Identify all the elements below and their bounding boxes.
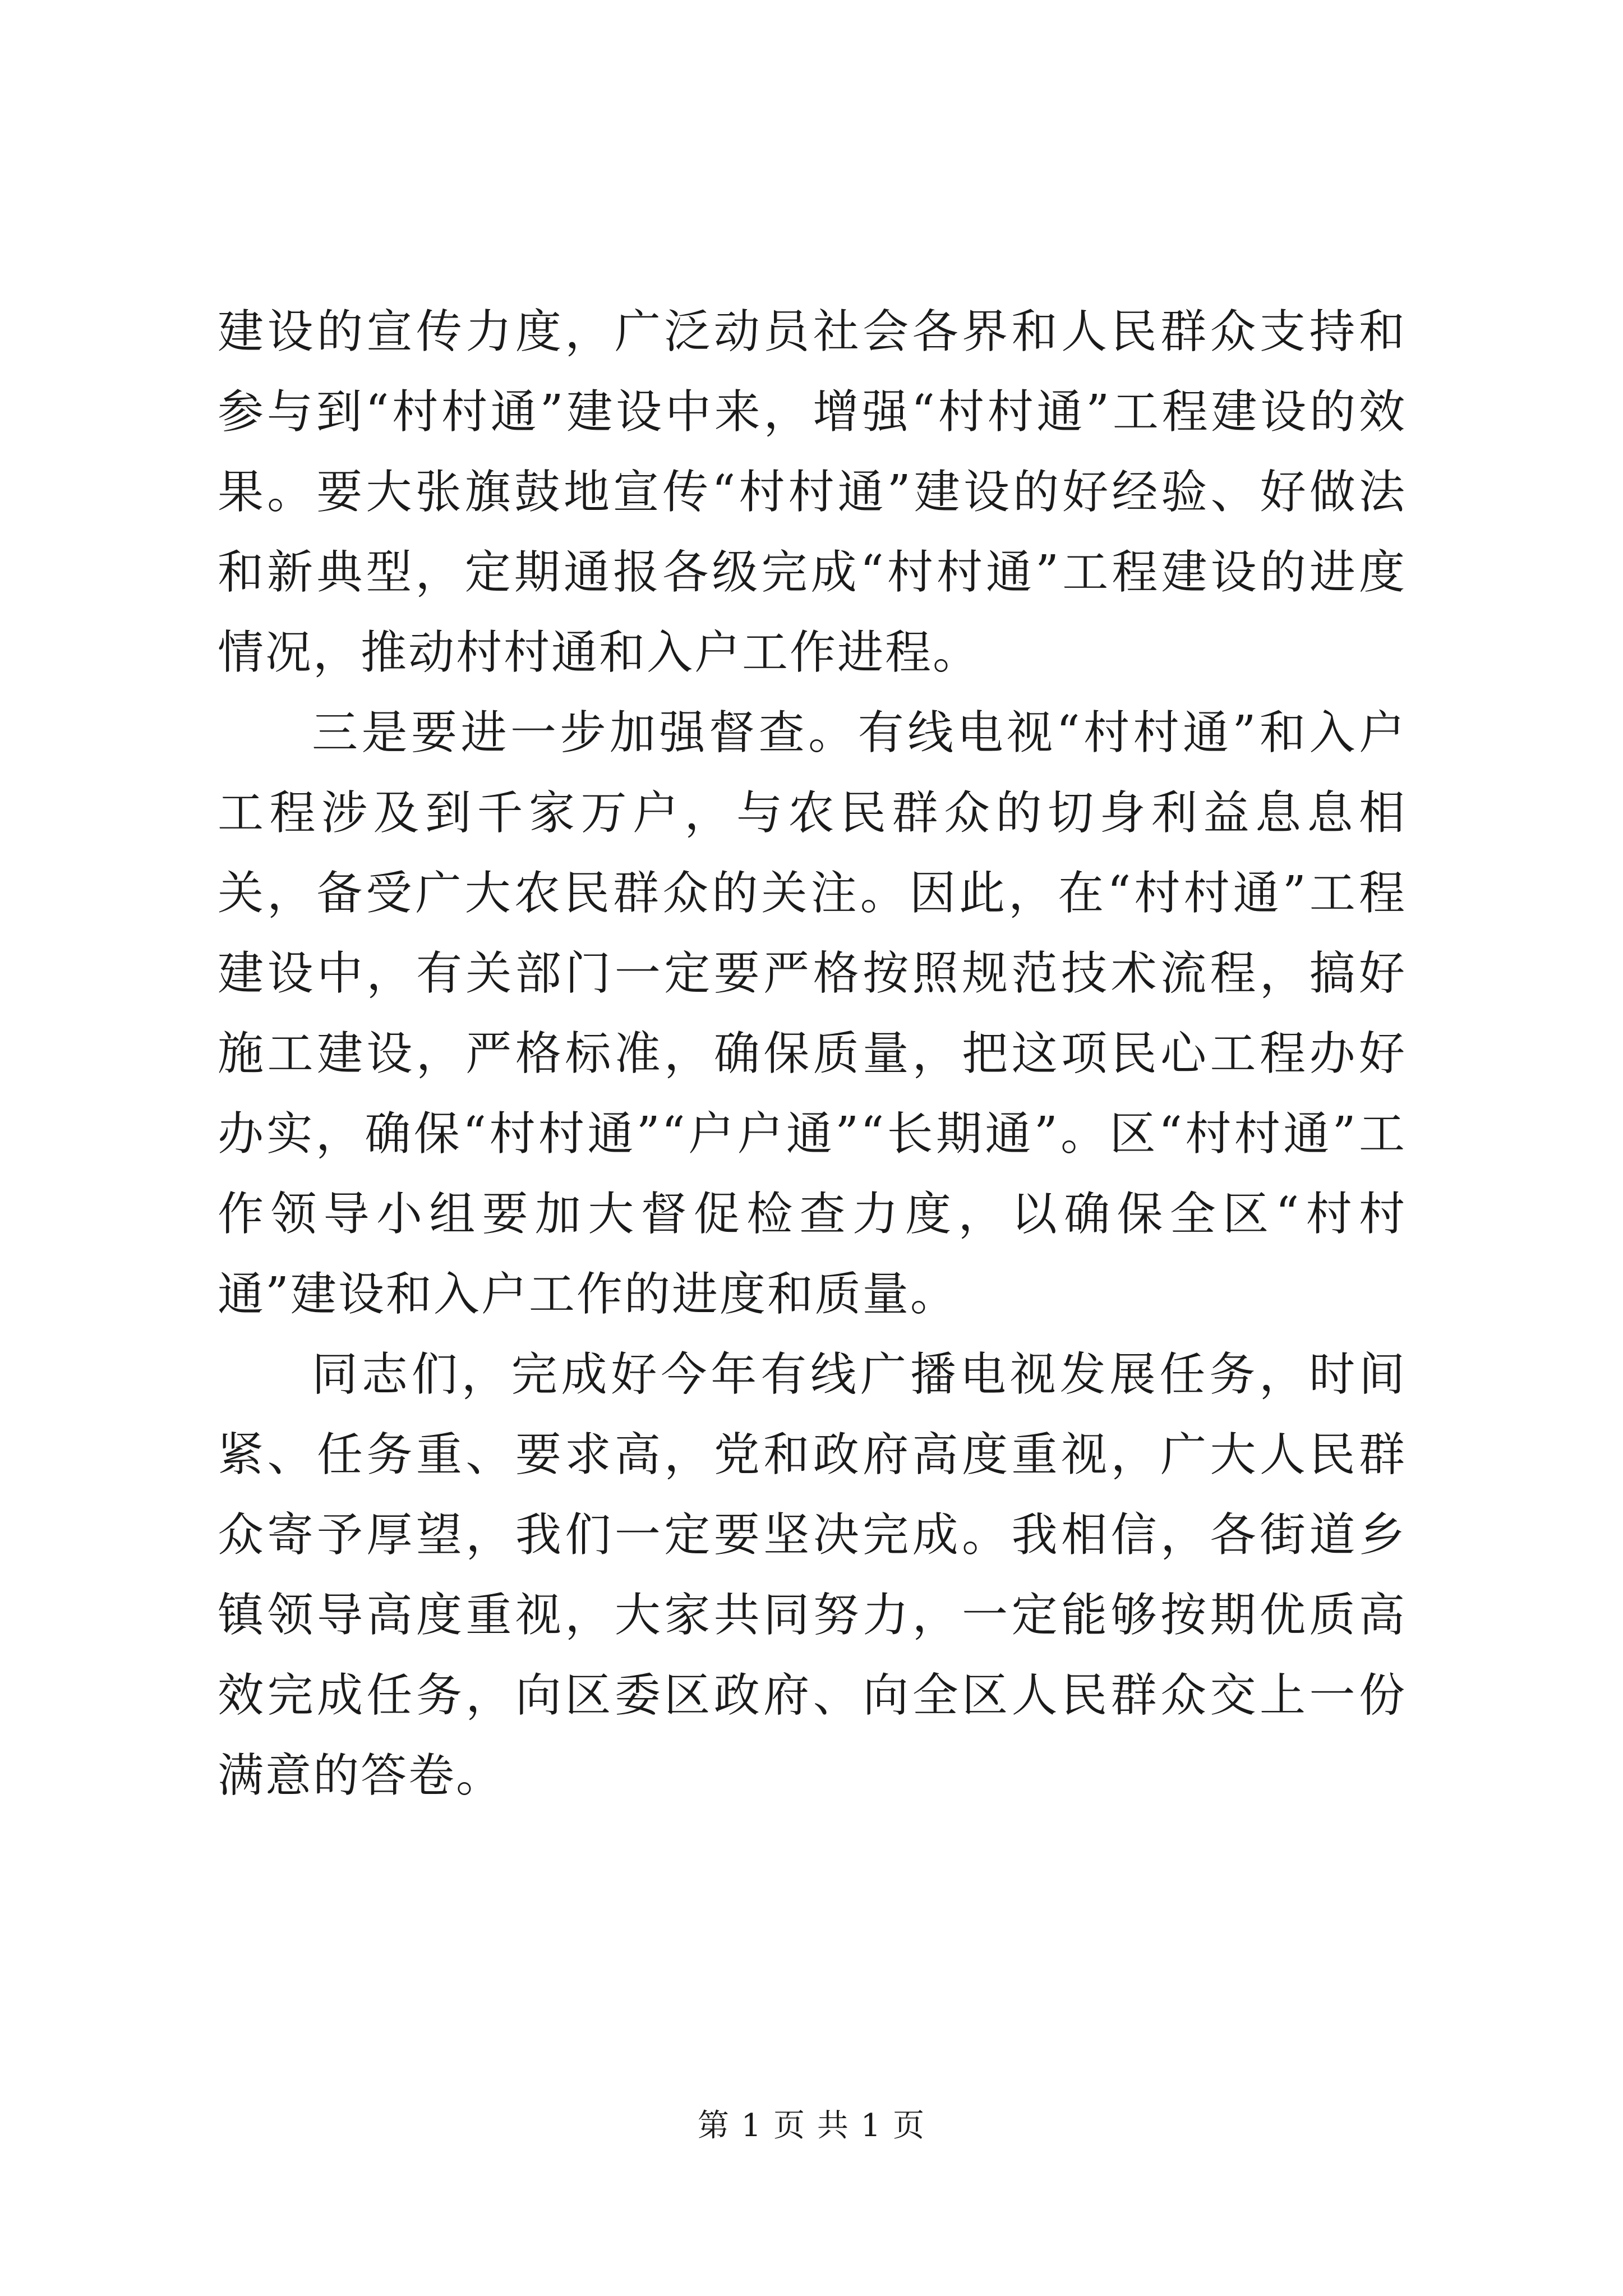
paragraph-2: 三是要进一步加强督查。有线电视“村村通”和入户工程涉及到千家万户，与农民群众的切身利益息息相关，备受广大农民群众的关注。因此，在“村村通”工程建设中，有关部门一定要严格按照规范技术流程，搞好施工建设，严格标准，确保质量，把这项民心工程办好办实，确保“村村通”“户户通”“长期通”。区“村村通”工作领导小组要加大督促检查力度，以确保全区“村村通”建设和入户工作的进度和质量。: [218, 706, 1407, 1321]
body-text: [218, 292, 1407, 1816]
page-footer: [0, 2106, 1623, 2146]
page-number-label: 第 1 页 共 1 页: [697, 2108, 926, 2144]
paragraph-3: 同志们，完成好今年有线广播电视发展任务，时间紧、任务重、要求高，党和政府高度重视，广大人民群众寄予厚望，我们一定要坚决完成。我相信，各街道乡镇领导高度重视，大家共同努力，一定能够按期优质高效完成任务，向区委区政府、向全区人民群众交上一份满意的答卷。: [218, 1348, 1407, 1802]
paragraph-1: 建设的宣传力度，广泛动员社会各界和人民群众支持和参与到“村村通”建设中来，增强“村村通”工程建设的效果。要大张旗鼓地宣传“村村通”建设的好经验、好做法和新典型，定期通报各级完成“村村通”工程建设的进度情况，推动村村通和入户工作进程。: [218, 305, 1407, 679]
